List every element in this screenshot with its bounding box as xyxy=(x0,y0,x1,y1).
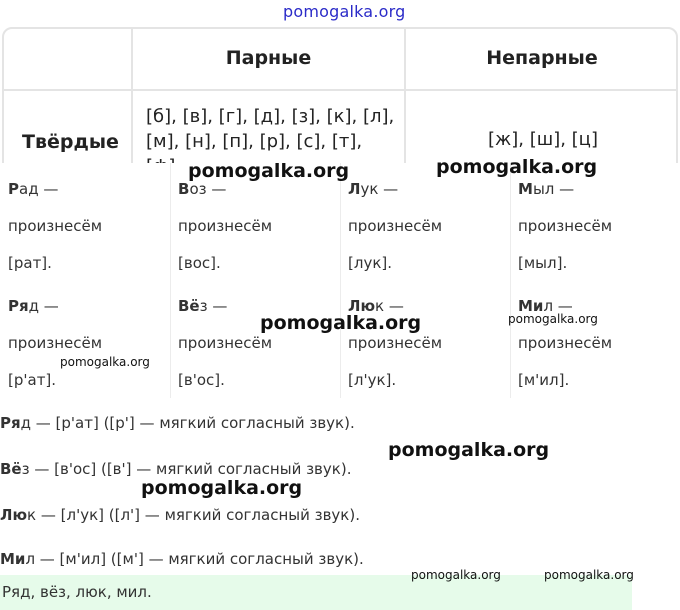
watermark: pomogalka.org xyxy=(388,439,550,461)
consonant-table xyxy=(0,25,680,165)
grid-cell: Лук — произнесём [лук]. xyxy=(348,180,443,272)
answer-box: Ряд, вёз, люк, мил. xyxy=(0,575,632,610)
watermark: pomogalka.org xyxy=(436,156,598,178)
explanation-line: Люк — [л'ук] ([л'] — мягкий согласный звук). xyxy=(0,506,360,524)
grid-cell: Мил — произнесём [м'ил]. xyxy=(518,297,613,389)
watermark: pomogalka.org xyxy=(544,568,634,582)
explanation-line: Ряд — [р'ат] ([р'] — мягкий согласный звук). xyxy=(0,414,355,432)
row-label-hard: Твёрдые xyxy=(22,131,119,153)
explanation-line: Вёз — [в'ос] ([в'] — мягкий согласный звук). xyxy=(0,460,352,478)
paired-line: [б], [в], [г], [д], [з], [к], [л], xyxy=(146,106,395,127)
header-paired: Парные xyxy=(225,47,312,69)
unpaired-consonants: [ж], [ш], [ц] xyxy=(488,129,598,150)
watermark-top: pomogalka.org xyxy=(283,2,406,21)
watermark: pomogalka.org xyxy=(60,355,150,369)
watermark: pomogalka.org xyxy=(411,568,501,582)
grid-cell: Рад — произнесём [рат]. xyxy=(8,180,103,272)
grid-cell: Воз — произнесём [вос]. xyxy=(178,180,273,272)
paired-line: [м], [н], [п], [р], [с], [т], xyxy=(146,131,363,152)
explanation-line: Мил — [м'ил] ([м'] — мягкий согласный звук). xyxy=(0,550,364,568)
table-divider xyxy=(4,89,676,91)
header-unpaired: Непарные xyxy=(486,47,598,69)
grid-cell: Вёз — произнесём [в'ос]. xyxy=(178,297,273,389)
grid-cell: Люк — произнесём [л'ук]. xyxy=(348,297,443,389)
grid-cell: Мыл — произнесём [мыл]. xyxy=(518,180,613,272)
grid-cell: Ряд — произнесём [р'ат]. xyxy=(8,297,103,389)
watermark: pomogalka.org xyxy=(260,312,422,334)
watermark: pomogalka.org xyxy=(141,477,303,499)
watermark: pomogalka.org xyxy=(508,312,598,326)
watermark: pomogalka.org xyxy=(188,160,350,182)
